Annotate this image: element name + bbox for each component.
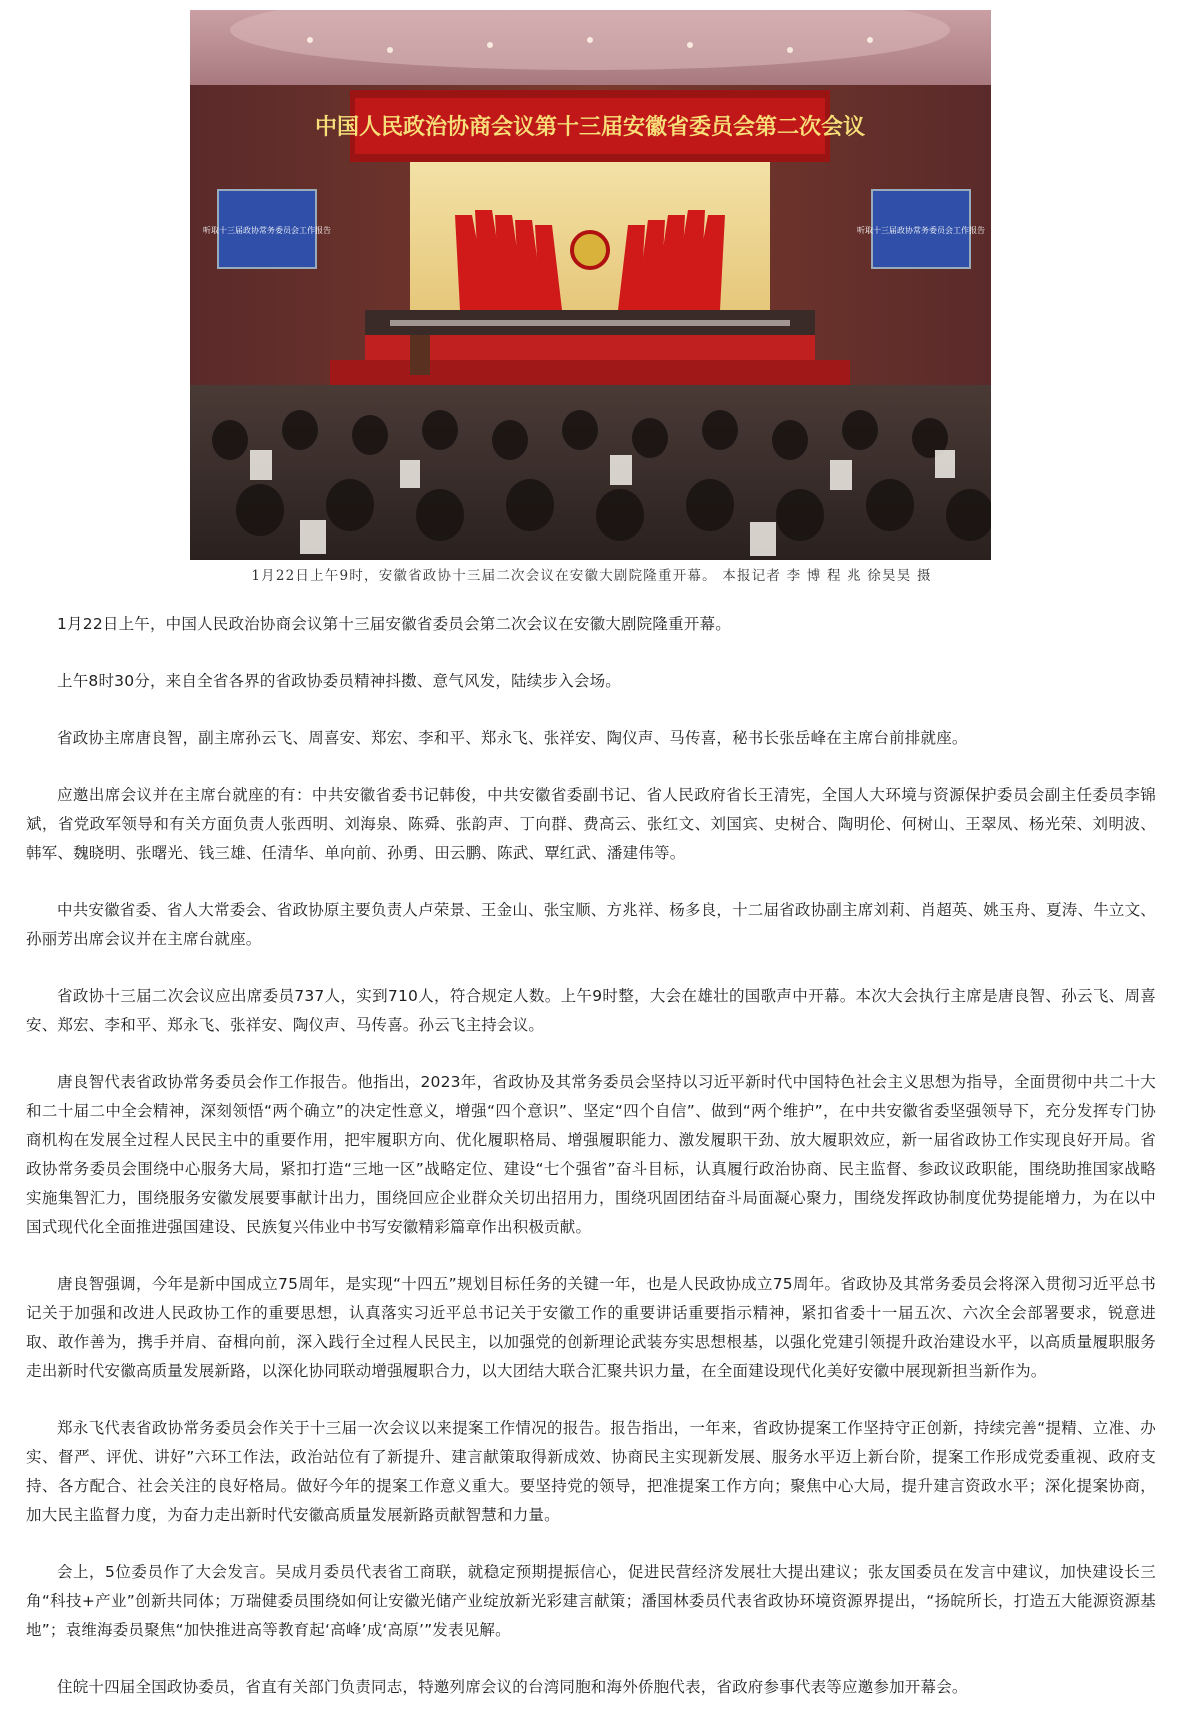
- paragraph: 会上，5位委员作了大会发言。吴成月委员代表省工商联，就稳定预期提振信心，促进民营经济发展壮大提出建议；张友国委员在发言中建议，加快建设长三角“科技+产业”创新共同体；万瑞健委员围绕如何让安徽光储产业绽放新光彩建言献策；潘国林委员代表省政协环境资源界提出，“扬皖所长，打造五大能源资源基地”；袁维海委员聚焦“加快推进高等教育起‘高峰’成‘高原’”发表见解。: [26, 1563, 1156, 1639]
- banner-text: 中国人民政治协商会议第十三届安徽省委员会第二次会议: [314, 115, 866, 140]
- emblem-icon: [572, 232, 608, 268]
- screen-right-text: 听取十三届政协常务委员会工作报告: [857, 226, 985, 235]
- screen-left-text: 听取十三届政协常务委员会工作报告: [203, 226, 331, 235]
- paragraph: 1月22日上午，中国人民政治协商会议第十三届安徽省委员会第二次会议在安徽大剧院隆重开幕。: [57, 615, 731, 633]
- paragraph: 应邀出席会议并在主席台就座的有：中共安徽省委书记韩俊，中共安徽省委副书记、省人民政府省长王清宪，全国人大环境与资源保护委员会副主任委员李锦斌，省党政军领导和有关方面负责人张西明、刘海泉、陈舜、张韵声、丁向群、费高云、张红文、刘国宾、史树合、陶明伦、何树山、王翠凤、杨光荣、刘明波、韩军、魏晓明、张曙光、钱三雄、任清华、单向前、孙勇、田云鹏、陈武、覃红武、潘建伟等。: [26, 786, 1156, 862]
- paragraph: 唐良智强调，今年是新中国成立75周年，是实现“十四五”规划目标任务的关键一年，也是人民政协成立75周年。省政协及其常务委员会将深入贯彻习近平总书记关于加强和改进人民政协工作的重要思想，认真落实习近平总书记关于安徽工作的重要讲话重要指示精神，紧扣省委十一届五次、六次全会部署要求，锐意进取、敢作善为，携手并肩、奋楫向前，深入践行全过程人民民主，以加强党的创新理论武装夯实思想根基，以强化党建引领提升政治建设水平，以高质量履职服务走出新时代安徽高质量发展新路，以深化协同联动增强履职合力，以大团结大联合汇聚共识力量，在全面建设现代化美好安徽中展现新担当新作为。: [26, 1275, 1156, 1380]
- photo-caption: 1月22日上午9时，安徽省政协十三届二次会议在安徽大剧院隆重开幕。 本报记者 李 博 程 兆 徐昊昊 摄: [251, 568, 932, 584]
- paragraph: 中共安徽省委、省人大常委会、省政协原主要负责人卢荣景、王金山、张宝顺、方兆祥、杨多良，十二届省政协副主席刘莉、肖超英、姚玉舟、夏涛、牛立文、孙丽芳出席会议并在主席台就座。: [26, 901, 1157, 948]
- paragraph: 省政协十三届二次会议应出席委员737人，实到710人，符合规定人数。上午9时整，大会在雄壮的国歌声中开幕。本次大会执行主席是唐良智、孙云飞、周喜安、郑宏、李和平、郑永飞、张祥安、陶仪声、马传喜。孙云飞主持会议。: [26, 987, 1156, 1034]
- paragraph: 郑永飞代表省政协常务委员会作关于十三届一次会议以来提案工作情况的报告。报告指出，一年来，省政协提案工作坚持守正创新，持续完善“提精、立准、办实、督严、评优、讲好”六环工作法，政治站位有了新提升、建言献策取得新成效、协商民主实现新发展、服务水平迈上新台阶，提案工作形成党委重视、政府支持、各方配合、社会关注的良好格局。做好今年的提案工作意义重大。要坚持党的领导，把准提案工作方向；聚焦中心大局，提升建言资政水平；深化提案协商，加大民主监督力度，为奋力走出新时代安徽高质量发展新路贡献智慧和力量。: [26, 1419, 1156, 1524]
- meeting-photo: [190, 10, 991, 560]
- paragraph: 唐良智代表省政协常务委员会作工作报告。他指出，2023年，省政协及其常务委员会坚持以习近平新时代中国特色社会主义思想为指导，全面贯彻中共二十大和二十届二中全会精神，深刻领悟“两个确立”的决定性意义，增强“四个意识”、坚定“四个自信”、做到“两个维护”，在中共安徽省委坚强领导下，充分发挥专门协商机构在发展全过程人民民主中的重要作用，把牢履职方向、优化履职格局、增强履职能力、激发履职干劲、放大履职效应，新一届省政协工作实现良好开局。省政协常务委员会围绕中心服务大局，紧扣打造“三地一区”战略定位、建设“七个强省”奋斗目标，认真履行政治协商、民主监督、参政议政职能，围绕助推国家战略实施集智汇力，围绕服务安徽发展要事献计出力，围绕回应企业群众关切出招用力，围绕巩固团结奋斗局面凝心聚力，围绕发挥政协制度优势提能增力，为在以中国式现代化全面推进强国建设、民族复兴伟业中书写安徽精彩篇章作出积极贡献。: [26, 1073, 1156, 1236]
- article-body: [26, 610, 1156, 1730]
- paragraph: 省政协主席唐良智，副主席孙云飞、周喜安、郑宏、李和平、郑永飞、张祥安、陶仪声、马传喜，秘书长张岳峰在主席台前排就座。: [57, 729, 968, 747]
- paragraph: 上午8时30分，来自全省各界的省政协委员精神抖擞、意气风发，陆续步入会场。: [57, 672, 621, 690]
- paragraph: 住皖十四届全国政协委员，省直有关部门负责同志，特邀列席会议的台湾同胞和海外侨胞代表，省政府参事代表等应邀参加开幕会。: [57, 1678, 968, 1696]
